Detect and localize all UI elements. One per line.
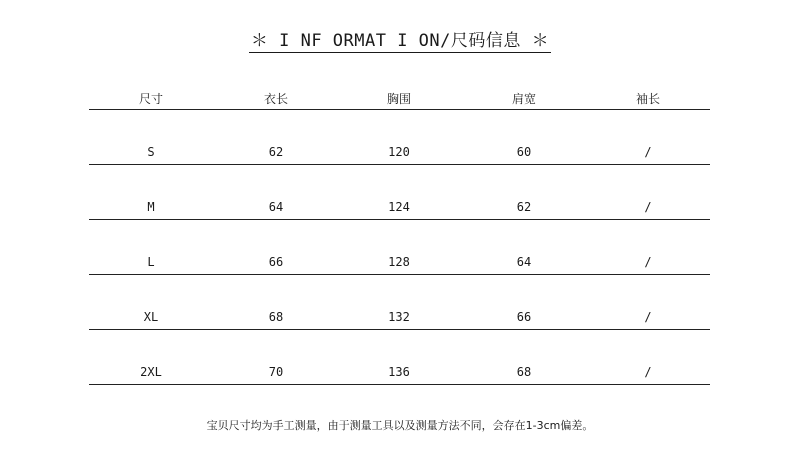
cell-length: 62 xyxy=(268,145,284,159)
cell-size: 2XL xyxy=(140,365,162,379)
title-text: ＊ I NF ORMAT I ON/尺码信息 ＊ xyxy=(250,31,550,51)
cell-chest: 120 xyxy=(388,145,410,159)
cell-chest: 136 xyxy=(388,365,410,379)
cell-sleeve: / xyxy=(644,255,652,269)
size-table xyxy=(89,83,710,385)
cell-sleeve: / xyxy=(644,310,652,324)
cell-sleeve: / xyxy=(644,145,652,159)
cell-length: 64 xyxy=(268,200,284,214)
cell-sleeve: / xyxy=(644,365,652,379)
header-length: 衣长 xyxy=(263,92,288,106)
cell-length: 70 xyxy=(268,365,284,379)
cell-shoulder: 68 xyxy=(516,365,532,379)
cell-size: XL xyxy=(143,310,159,324)
header-shoulder: 肩宽 xyxy=(511,92,536,106)
cell-shoulder: 64 xyxy=(516,255,532,269)
cell-length: 66 xyxy=(268,255,284,269)
measurement-note: 宝贝尺寸均为手工测量，由于测量工具以及测量方法不同，会存在1-3cm偏差。 xyxy=(206,419,594,432)
cell-shoulder: 62 xyxy=(516,200,532,214)
page-title xyxy=(0,31,800,53)
table-row xyxy=(89,330,710,385)
table-row xyxy=(89,220,710,275)
cell-chest: 132 xyxy=(388,310,410,324)
table-row xyxy=(89,275,710,330)
cell-shoulder: 60 xyxy=(516,145,532,159)
header-chest: 胸围 xyxy=(386,92,411,106)
cell-size: S xyxy=(147,145,155,159)
table-header-row xyxy=(89,83,710,110)
header-size: 尺寸 xyxy=(138,92,163,106)
cell-sleeve: / xyxy=(644,200,652,214)
cell-shoulder: 66 xyxy=(516,310,532,324)
cell-chest: 124 xyxy=(388,200,410,214)
cell-chest: 128 xyxy=(388,255,410,269)
table-row xyxy=(89,110,710,165)
cell-length: 68 xyxy=(268,310,284,324)
cell-size: L xyxy=(147,255,155,269)
header-sleeve: 袖长 xyxy=(635,92,660,106)
table-row xyxy=(89,165,710,220)
cell-size: M xyxy=(147,200,155,214)
